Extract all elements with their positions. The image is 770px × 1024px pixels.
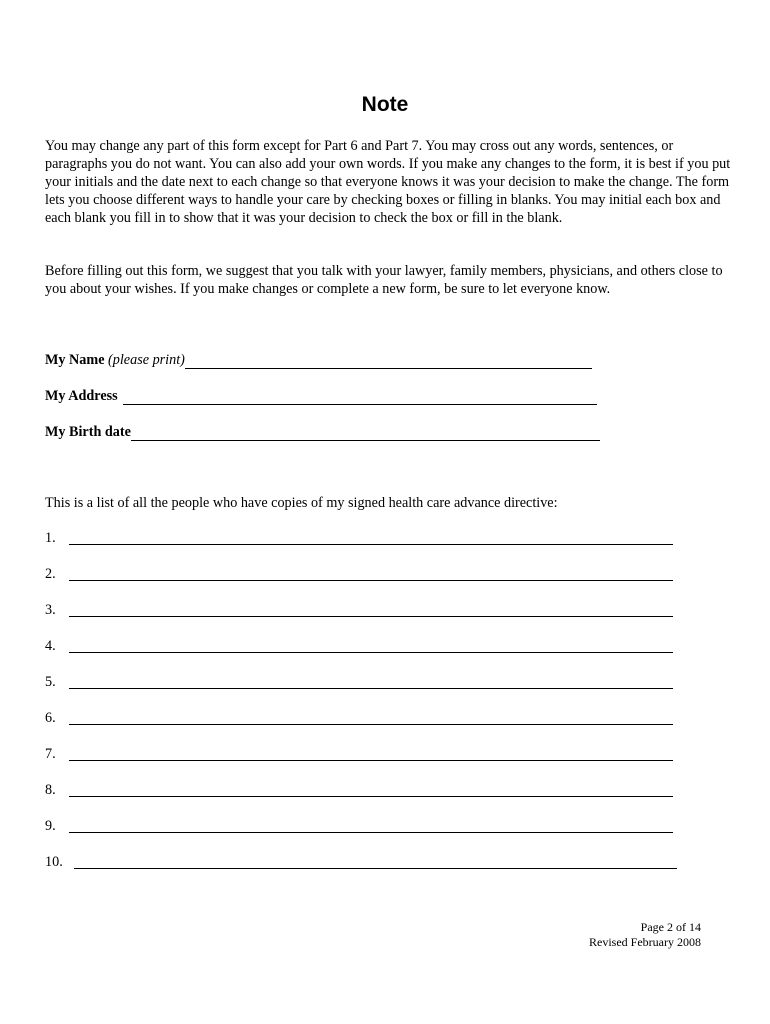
address-blank[interactable]	[123, 390, 597, 405]
copies-list	[45, 529, 685, 889]
advice-paragraph: Before filling out this form, we suggest that you talk with your lawyer, family members, physicians, and others close to you about your wishes. If you make changes or complete a new form, be sure to let everyone know.	[45, 263, 723, 297]
address-field	[45, 387, 597, 405]
copy-number: 8.	[45, 782, 56, 798]
intro-paragraph: You may change any part of this form except for Part 6 and Part 7. You may cross out any words, sentences, or paragraphs you do not want. You can also add your own words. If you make any changes to the form, it is best if you put your initials and the date next to each change so that everyone knows it was your decision to make the change. The form lets you choose different ways to handle your care by checking boxes or filling in blanks. You may initial each box and each blank you fill in to show that it was your decision to check the box or fill in the blank.	[45, 138, 731, 226]
copy-blank[interactable]	[69, 529, 673, 545]
address-label: My Address	[45, 388, 118, 404]
copy-row	[45, 817, 685, 853]
birth-date-blank[interactable]	[131, 426, 600, 441]
birth-date-label: My Birth date	[45, 424, 131, 440]
copies-intro: This is a list of all the people who have copies of my signed health care advance directive:	[45, 495, 558, 511]
copy-row	[45, 637, 685, 673]
copy-number: 5.	[45, 674, 56, 690]
copy-blank[interactable]	[69, 709, 673, 725]
copy-row	[45, 601, 685, 637]
page-number: Page 2 of 14	[640, 920, 701, 934]
name-note: (please print)	[108, 352, 185, 368]
copy-blank[interactable]	[74, 853, 677, 869]
copy-blank[interactable]	[69, 745, 673, 761]
copy-blank[interactable]	[69, 601, 673, 617]
copy-number: 9.	[45, 818, 56, 834]
copy-row	[45, 745, 685, 781]
copy-row	[45, 709, 685, 745]
copy-blank[interactable]	[69, 637, 673, 653]
name-field	[45, 351, 592, 369]
copy-blank[interactable]	[69, 565, 673, 581]
copy-blank[interactable]	[69, 781, 673, 797]
copy-number: 10.	[45, 854, 63, 870]
copy-number: 2.	[45, 566, 56, 582]
copy-blank[interactable]	[69, 673, 673, 689]
name-blank[interactable]	[185, 354, 592, 369]
page-footer	[589, 920, 701, 950]
copy-blank[interactable]	[69, 817, 673, 833]
birth-date-field	[45, 423, 600, 441]
copy-row	[45, 673, 685, 709]
copy-number: 4.	[45, 638, 56, 654]
copy-row	[45, 565, 685, 601]
name-label: My Name	[45, 352, 105, 368]
revision-date: Revised February 2008	[589, 935, 701, 949]
copy-row	[45, 529, 685, 565]
copy-row	[45, 781, 685, 817]
copy-row	[45, 853, 685, 889]
copy-number: 7.	[45, 746, 56, 762]
page-title: Note	[361, 93, 409, 116]
copy-number: 3.	[45, 602, 56, 618]
copy-number: 1.	[45, 530, 56, 546]
copy-number: 6.	[45, 710, 56, 726]
